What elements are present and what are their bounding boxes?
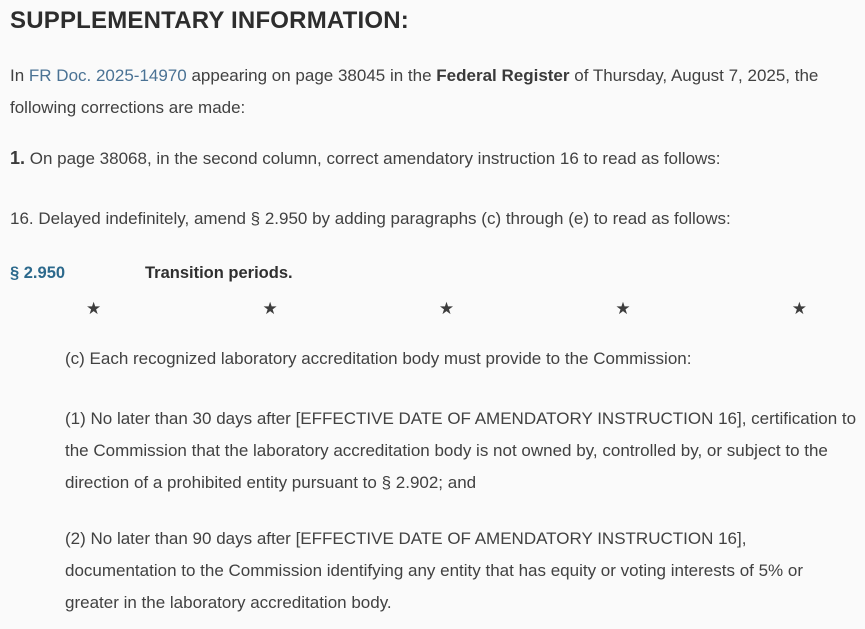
supplementary-information-heading: SUPPLEMENTARY INFORMATION: [10, 7, 409, 34]
correction-number: 1. [10, 148, 26, 168]
intro-paragraph [10, 60, 859, 124]
paragraph-c-1: (1) No later than 30 days after [EFFECTIVE DATE OF AMENDATORY INSTRUCTION 16], certification to the Commission that the laboratory accreditation body is not owned by, controlled by, or subject to the direction of a prohibited entity pursuant to § 2.902; and [65, 409, 857, 492]
correction-item-1 [10, 142, 859, 175]
paragraph-c-2: (2) No later than 90 days after [EFFECTIVE DATE OF AMENDATORY INSTRUCTION 16], documentation to the Commission identifying any entity that has equity or voting interests of 5% or greater in the laboratory accreditation body. [65, 529, 804, 612]
fr-doc-link[interactable]: FR Doc. 2025-14970 [28, 66, 187, 85]
section-heading-line [10, 261, 859, 285]
intro-pre-link-text: In [10, 66, 29, 85]
section-2-950-link[interactable]: § 2.950 [10, 264, 66, 282]
star-icon: ★ [615, 299, 631, 318]
star-icon: ★ [791, 299, 807, 318]
star-icon: ★ [262, 299, 278, 318]
intro-post-text: of Thursday, August 7, 2025, the following corrections are made: [10, 66, 819, 117]
star-icon: ★ [438, 299, 455, 318]
intro-mid-text: appearing on page 38045 in the [186, 66, 437, 85]
section-title: Transition periods. [145, 264, 293, 282]
star-icon: ★ [86, 299, 102, 318]
star-separator-row [86, 297, 807, 321]
correction-text: On page 38068, in the second column, correct amendatory instruction 16 to read as follows: [25, 149, 721, 168]
federal-register-bold-text: Federal Register [436, 66, 570, 85]
paragraph-c: (c) Each recognized laboratory accreditation body must provide to the Commission: [65, 349, 692, 368]
amendatory-instruction-16: 16. Delayed indefinitely, amend § 2.950 by adding paragraphs (c) through (e) to read as follows: [10, 209, 731, 228]
